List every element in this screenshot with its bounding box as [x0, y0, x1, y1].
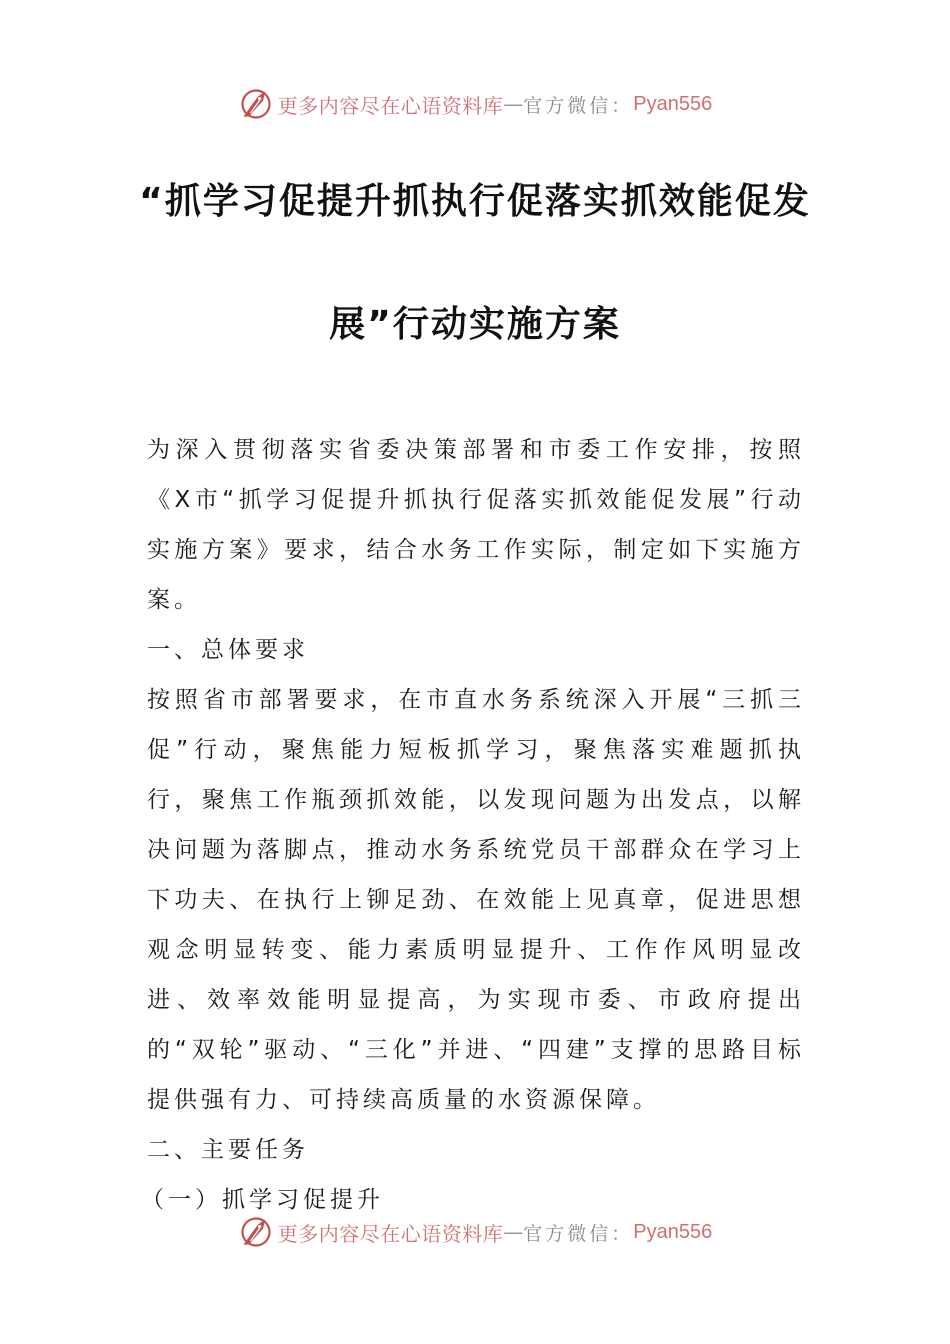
watermark-separator: — — [503, 1220, 524, 1244]
document-title-line-1: “抓学习促提升抓执行促落实抓效能促发 — [139, 181, 811, 222]
section-2-heading: 二、主要任务 — [147, 1137, 309, 1163]
watermark-text: 更多内容尽在心语资料库 — [277, 1221, 504, 1246]
document-body — [141, 425, 805, 1225]
watermark-text: 更多内容尽在心语资料库 — [277, 93, 504, 118]
section-1-heading: 一、总体要求 — [147, 637, 309, 663]
watermark-banner-bottom — [0, 1212, 950, 1252]
watermark-wechat-id: Pyan556 — [633, 1220, 713, 1243]
section-1-paragraph: 按照省市部署要求，在市直水务系统深入开展“三抓三促”行动，聚焦能力短板抓学习，聚焦落实难题抓执行，聚焦工作瓶颈抓效能，以发现问题为出发点，以解决问题为落脚点，推动水务系统党员干部群众在学习上下功夫、在执行上铆足劲、在效能上见真章，促进思想观念明显转变、能力素质明显提升、工作作风明显改进、效率效能明显提高，为实现市委、市政府提出的“双轮”驱动、“三化”并进、“四建”支撑的思路目标提供强有力、可持续高质量的水资源保障。 — [147, 687, 805, 1113]
watermark-wechat-label: 官方微信： — [523, 1222, 634, 1245]
pen-nib-logo-icon — [238, 1214, 274, 1250]
watermark-wechat-id: Pyan556 — [633, 92, 713, 115]
watermark-banner-top — [0, 84, 950, 124]
section-2-subheading-1: （一）抓学习促提升 — [141, 1187, 384, 1213]
pen-nib-logo-icon — [238, 86, 274, 122]
intro-paragraph: 为深入贯彻落实省委决策部署和市委工作安排，按照《X市“抓学习促提升抓执行促落实抓效能促发展”行动实施方案》要求，结合水务工作实际，制定如下实施方案。 — [147, 437, 805, 613]
watermark-wechat-label: 官方微信： — [523, 94, 634, 117]
document-title-line-2: 展”行动实施方案 — [329, 304, 621, 345]
watermark-separator: — — [503, 92, 524, 116]
